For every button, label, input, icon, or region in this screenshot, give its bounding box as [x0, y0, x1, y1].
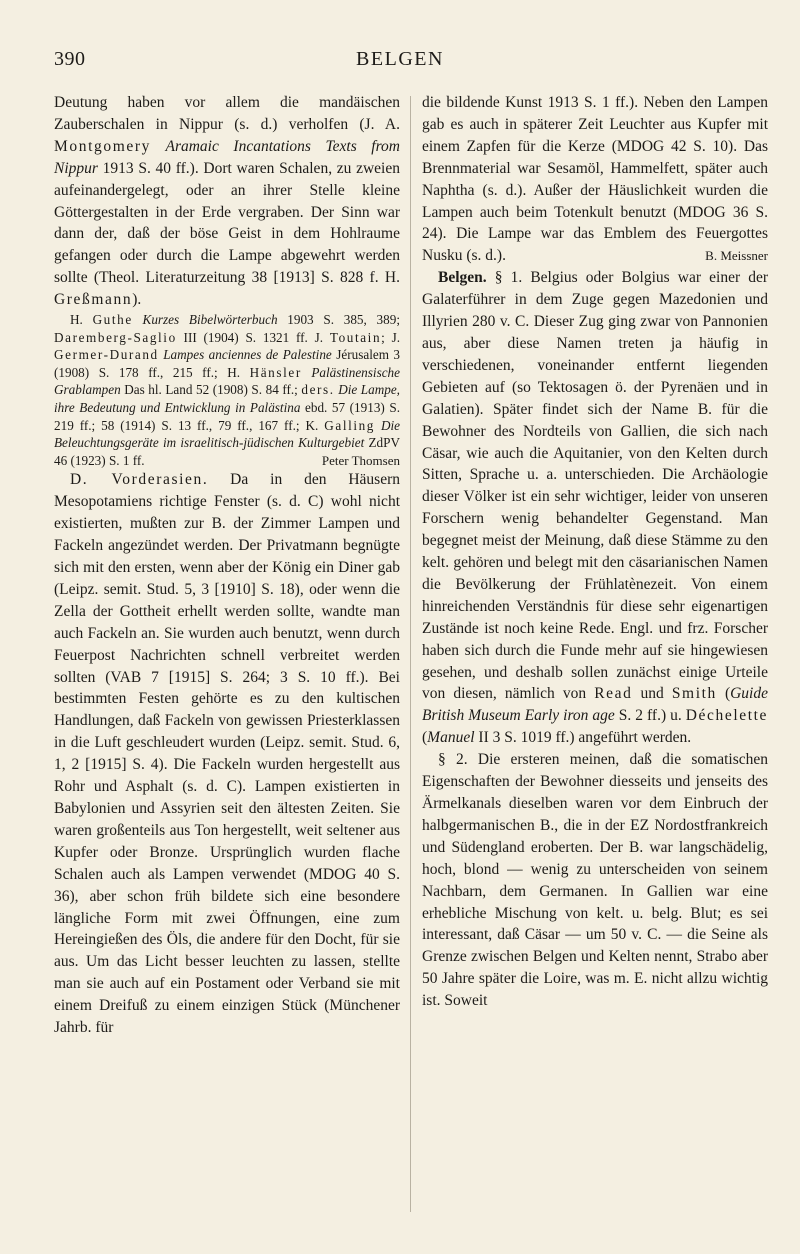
column-divider [410, 96, 411, 1212]
entry-heading: Belgen. [438, 269, 487, 287]
section-heading: D. Vorderasien. [70, 471, 209, 489]
paragraph-belgen: Belgen. § 1. Belgius oder Bolgius war einer der Galaterführer in dem Zuge gegen Mazedonien und Illyrien 280 v. C. Dieser Zug ging zwar von Pannonien aus, aber diese Namen treten ja häufig in verschiedenen, voneinander entfernt liegenden Gebieten auf (so Tektosagen ö. der Pyrenäen und in Galatien). Später findet sich der Name B. für die Bewohner des Nordteils von Gallien, die sich nach Cäsar, wie auch die Aquitanier, von den Kelten durch Sitten, Sprache u. a. unterschieden. Die Archäologie dieser Völker ist ein sehr wichtiger, leider von unseren Forschern wenig behandelter Gegenstand. Man begegnet meist der Meinung, daß diese Stämme zu den kelt. gehören und belegt mit den cäsarianischen Namen die Bevölkerung der Frühlatènezeit. Von einem hinreichenden Verständnis für diese sehr eigenartigen Zustände ist noch keine Rede. Engl. und frz. Forscher haben sich durch die Funde mehr auf sie hingewiesen gesehen, und deshalb sollen zunächst einige Urteile von diesen, nämlich von Read und Smith (Guide British Museum Early iron age S. 2 ff.) u. Déchelette (Manuel II 3 S. 1019 ff.) angeführt werden. [422, 269, 769, 747]
right-column [422, 92, 768, 1012]
paragraph-zauberschalen: Deutung haben vor allem die mandäischen Zauberschalen in Nippur (s. d.) verholfen (J. A. Montgomery Aramaic Incantations Texts from Nippur 1913 S. 40 ff.). Dort waren Schalen, zu zweien aufeinandergelegt, oder an ihrer Stelle kleine Göttergestalten in der Erde vergraben. Der Sinn war dann der, daß der böse Geist in dem Hohlraume gefangen oder durch die Lampe abgewehrt werden sollte (Theol. Literaturzeitung 38 [1913] S. 828 f. H. Greßmann). [54, 94, 400, 309]
paragraph-continuation: die bildende Kunst 1913 S. 1 ff.). Neben den Lampen gab es auch in späterer Zeit Leuchter aus Kupfer mit einem Zapfen für die Kerze (MDOG 42 S. 10). Das Brennmaterial war Sesamöl, Hammelfett, später auch Naphtha (s. d.). Außer der Häuslichkeit wurden die Lampen auch beim Totenkult benutzt (MDOG 36 S. 24). Die Lampe war das Emblem des Feuergottes Nusku (s. d.). B. Meissner [422, 92, 768, 267]
running-title: BELGEN [356, 48, 444, 70]
author-signature: Peter Thomsen [321, 452, 400, 468]
paragraph-section-2: § 2. Die ersteren meinen, daß die somatischen Eigenschaften der Bewohner diesseits und jenseits des Ärmelkanals dieselben waren vor dem Einbruch der halbgermanischen B., die in der EZ Nordostfrankreich und Südengland eroberten. Der B. war langschädelig, hoch, blond — wenig zu unterscheiden von seinem Nachbarn, dem Germanen. In Gallien war eine erhebliche Mischung von kelt. u. belg. Blut; es sei interessant, daß Cäsar — um 50 v. C. — die Seine als Grenze zwischen Belgen und Kelten nennt, Strabo aber 50 Jahre später die Loire, was m. E. nicht allzu wichtig ist. Soweit [422, 751, 768, 1010]
paragraph-vorderasien: D. Vorderasien. Da in den Häusern Mesopotamiens richtige Fenster (s. d. C) wohl nicht existierten, mußten zur B. der Zimmer Lampen und Fackeln angezündet werden. Der Privatmann begnügte sich mit den ersten, wenn aber der König ein Diner gab (Leipz. semit. Stud. 5, 3 [1910] S. 18), oder wenn die Zella der Gottheit erhellt werden sollte, wandte man auch Fackeln an. Sie wurden auch benutzt, wenn durch Feuerpost Nachrichten schnell verbreitet werden sollten (VAB 7 [1915] S. 264; 3 S. 10 ff.). Bei bestimmten Festen gehörte es zu den kultischen Handlungen, daß Fackeln von gewissen Priesterklassen in die Luft geschleudert wurden (Leipz. semit. Stud. 6, 1, 2 [1915] S. 4). Die Fackeln wurden hergestellt aus Rohr und Asphalt (s. d. C). Lampen existierten in Babylonien und Assyrien seit den ältesten Zeiten. Sie waren großenteils aus Ton hergestellt, weit seltener aus Kupfer oder Bronze. Ursprünglich wurden flache Schalen auch als Lampen verwendet (MDOG 40 S. 36), aber schon früh bildete sich eine besondere längliche Form mit zwei Öffnungen, eine zum Hereingießen des Öls, die andere für den Docht, für sie aus. Um das Licht besser leuchten zu lassen, stellte man sie auch auf ein Postament oder Verband sie mit einem Dreifuß zu einem einzigen Stück (Münchener Jahrb. für [54, 471, 400, 1037]
page-number: 390 [54, 48, 86, 70]
left-column [54, 92, 400, 1039]
author-signature: B. Meissner [705, 248, 768, 264]
bibliography: H. Guthe Kurzes Bibelwörterbuch 1903 S. 385, 389; Daremberg-Saglio III (1904) S. 1321 ff. J. Toutain; J. Germer-Durand Lampes anciennes de Palestine Jérusalem 3 (1908) S. 178 ff., 215 ff.; H. Hänsler Palästinensische Grablampen Das hl. Land 52 (1908) S. 84 ff.; ders. Die Lampe, ihre Bedeutung und Entwicklung in Palästina ebd. 57 (1913) S. 219 ff.; 58 (1914) S. 13 ff., 79 ff., 167 ff.; K. Galling Die Beleuchtungsgeräte im israelitisch-jüdischen Kulturgebiet ZdPV 46 (1923) S. 1 ff. Peter Thomsen [54, 312, 401, 468]
